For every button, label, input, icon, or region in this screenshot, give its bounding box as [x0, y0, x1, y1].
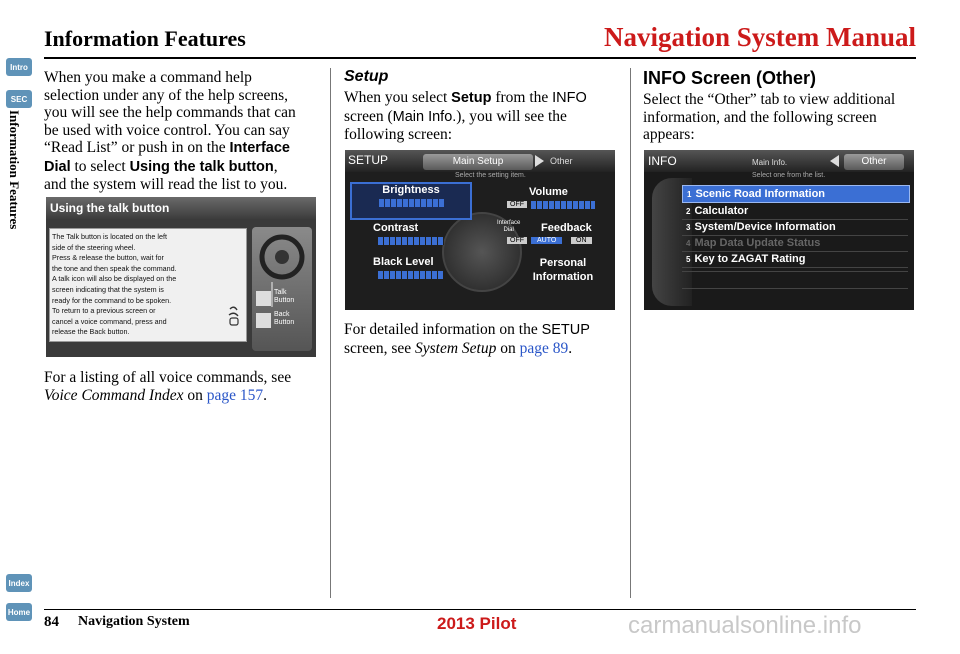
intro-tab[interactable]: Intro: [6, 58, 32, 76]
tab-main-setup[interactable]: Main Setup: [423, 154, 533, 170]
footer-rule: [44, 609, 916, 610]
feedback-on-button[interactable]: ON: [571, 237, 592, 244]
arrow-left-icon: [830, 155, 839, 167]
arrow-right-icon: [535, 155, 544, 167]
info-label: INFO: [648, 154, 677, 168]
tab-other-active[interactable]: Other: [844, 154, 904, 170]
footer-system-name: Navigation System: [78, 614, 190, 629]
menu-item-calculator[interactable]: 2 Calculator: [682, 203, 908, 220]
section-title: Information Features: [44, 26, 246, 51]
sec-tab[interactable]: SEC: [6, 90, 32, 108]
steering-wheel-panel: [252, 227, 312, 351]
setup-paragraph: When you select Setup from the INFO screen (Main Info.), you will see the following screen:: [344, 89, 587, 143]
contrast-item[interactable]: Contrast: [373, 222, 419, 234]
voice-index-paragraph: For a listing of all voice commands, see Voice Command Index on page 157.: [44, 369, 292, 404]
feedback-item[interactable]: Feedback: [541, 222, 592, 234]
brightness-item[interactable]: Brightness: [350, 182, 472, 220]
setup-heading: Setup: [344, 68, 389, 85]
info-other-screen: [644, 150, 914, 310]
volume-off-button[interactable]: OFF: [507, 201, 527, 208]
feedback-auto-button[interactable]: AUTO: [531, 237, 562, 244]
watermark: carmanualsonline.info: [628, 612, 862, 639]
volume-meter: [531, 201, 595, 209]
setup-subtitle: Select the setting item.: [455, 172, 526, 179]
page-157-link[interactable]: page 157: [206, 386, 264, 404]
model-year-label: 2013 Pilot: [437, 614, 517, 633]
feedback-off-button[interactable]: OFF: [507, 237, 527, 244]
side-section-label: Information Features: [7, 110, 22, 230]
index-tab[interactable]: Index: [6, 574, 32, 592]
menu-item-system-device[interactable]: 3 System/Device Information: [682, 219, 908, 236]
setup-detail-paragraph: For detailed information on the SETUP screen, see System Setup on page 89.: [344, 321, 590, 357]
black-level-item[interactable]: Black Level: [373, 256, 434, 268]
intro-paragraph: When you make a command help selection under any of the help screens, you will see the help commands that can be used with voice control. You can say “Read List” or push in on the Interface Dial to select Using the talk button, and the system will read the list to you.: [44, 69, 296, 193]
info-other-heading: INFO Screen (Other): [643, 68, 817, 88]
info-other-paragraph: Select the “Other” tab to view additional information, and the following screen appears:: [643, 91, 896, 143]
volume-item[interactable]: Volume: [529, 186, 568, 198]
talk-icon: [226, 303, 242, 327]
screen-title: Using the talk button: [46, 197, 316, 219]
menu-item-zagat-key[interactable]: 5 Key to ZAGAT Rating: [682, 251, 908, 268]
column-divider-2: [630, 68, 631, 598]
brightness-meter: [379, 199, 445, 207]
setup-label: SETUP: [348, 153, 389, 167]
column-divider-1: [330, 68, 331, 598]
menu-item-map-data-update: 4 Map Data Update Status: [682, 235, 908, 252]
page-number: 84: [44, 614, 59, 630]
contrast-meter: [378, 237, 444, 245]
menu-item-scenic-road[interactable]: 1 Scenic Road Information: [682, 185, 910, 203]
home-tab[interactable]: Home: [6, 603, 32, 621]
back-button-label: Back Button: [274, 311, 295, 326]
setup-screen: [345, 150, 615, 310]
header-rule: [44, 57, 916, 59]
help-text-panel: The Talk button is located on the left side of the steering wheel. Press & release the button, wait for the tone and then speak the command. A talk icon will also be displayed on the screen indicating that the system is ready for the command to be spoken. To return to a previous screen or cancel a voice command, press and release the Back button.: [49, 228, 247, 342]
personal-information-item[interactable]: Personal Information: [532, 257, 594, 283]
talk-button-label: Talk Button: [274, 289, 295, 304]
tab-other[interactable]: Other: [550, 156, 573, 166]
page-89-link[interactable]: page 89: [519, 339, 569, 357]
manual-title: Navigation System Manual: [603, 22, 916, 52]
talk-button-screen: [46, 197, 316, 357]
dial-label: Interface Dial: [497, 220, 521, 233]
tab-main-info[interactable]: Main Info.: [752, 158, 788, 167]
info-subtitle: Select one from the list.: [752, 172, 826, 179]
black-level-meter: [378, 271, 444, 279]
